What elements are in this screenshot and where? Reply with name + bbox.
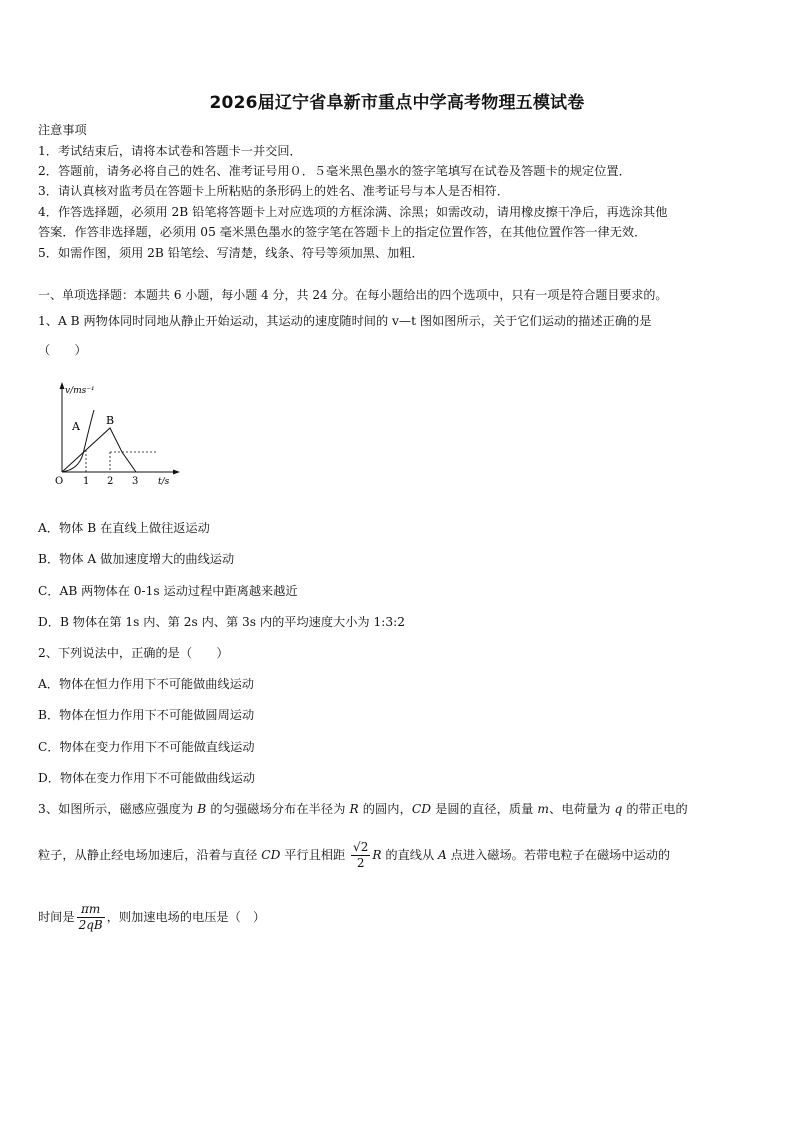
text-run: 的带正电的 — [622, 802, 688, 816]
q1-option-a: A．物体 B 在直线上做往返运动 — [38, 521, 210, 535]
text-run: 粒子，从静止经电场加速后，沿着与直径 — [38, 848, 262, 862]
fraction-numerator: √2 — [353, 840, 369, 854]
text-run: 时间是 — [38, 910, 75, 924]
symbol-r: R — [349, 802, 359, 816]
text-run: ，则加速电场的电压是（ ） — [106, 910, 266, 924]
fraction-sqrt2-over-2 — [351, 840, 370, 871]
symbol-cd: CD — [261, 848, 281, 862]
symbol-r: R — [372, 848, 382, 862]
x-axis-label: t/s — [158, 477, 170, 487]
notice-heading: 注意事项 — [38, 123, 87, 137]
notice-item: 4．作答选择题，必须用 2B 铅笔将答题卡上对应选项的方框涂满、涂黑；如需改动，请用橡皮擦干净后，再选涂其他 — [38, 205, 668, 219]
question-2-stem: 2、下列说法中，正确的是（ ） — [38, 646, 229, 660]
question-1-stem: 1、A B 两物体同时同地从静止开始运动，其运动的速度随时间的 v—t 图如图所示，关于它们运动的描述正确的是 — [38, 314, 652, 328]
tick-label: 1 — [83, 476, 90, 487]
notice-item: 2．答题前，请务必将自己的姓名、准考证号用０．５毫米黑色墨水的签字笔填写在试卷及答题卡的规定位置． — [38, 164, 631, 178]
line-b-label: B — [106, 414, 115, 427]
q2-option-b: B．物体在恒力作用下不可能做圆周运动 — [38, 708, 255, 722]
line-b — [62, 428, 136, 472]
text-run: 3、如图所示，磁感应强度为 — [38, 802, 198, 816]
notice-item: 3．请认真核对监考员在答题卡上所粘贴的条形码上的姓名、准考证号与本人是否相符． — [38, 184, 509, 198]
text-run: 的匀强磁场分布在半径为 — [206, 802, 350, 816]
symbol-m: m — [537, 802, 550, 816]
q1-option-d: D．B 物体在第 1s 内、第 2s 内、第 3s 内的平均速度大小为 1:3:2 — [38, 615, 405, 629]
page-title: 2026届辽宁省阜新市重点中学高考物理五模试卷 — [209, 93, 585, 113]
question-3-line-2 — [38, 834, 670, 876]
notice-item: 5．如需作图，须用 2B 铅笔绘、写清楚，线条、符号等须加黑、加粗． — [38, 246, 424, 260]
section-heading: 一、单项选择题：本题共 6 小题，每小题 4 分，共 24 分。在每小题给出的四个选项中，只有一项是符合题目要求的。 — [38, 288, 668, 302]
symbol-cd: CD — [411, 802, 432, 816]
tick-label: 3 — [132, 476, 139, 487]
origin-label: O — [55, 476, 64, 487]
symbol-a: A — [438, 848, 447, 862]
y-axis-label: v/ms⁻¹ — [65, 386, 95, 396]
question-3-line-1 — [38, 801, 688, 817]
text-run: 的圆内， — [358, 802, 412, 816]
tick-label: 2 — [107, 476, 114, 487]
fraction-time — [77, 902, 105, 933]
question-1-paren: （ ） — [38, 343, 87, 357]
text-run: 的直线从 — [381, 848, 439, 862]
q1-option-c: C．AB 两物体在 0-1s 运动过程中距离越来越近 — [38, 584, 298, 598]
question-3-line-3 — [38, 896, 265, 938]
fraction-denominator: 2qB — [78, 918, 103, 932]
notice-item: 答案．作答非选择题，必须用 05 毫米黑色墨水的签字笔在答题卡上的指定位置作答，在其他位置作答一律无效． — [38, 225, 647, 239]
text-run: 是圆的直径，质量 — [431, 802, 538, 816]
symbol-b: B — [197, 802, 207, 816]
q2-option-d: D．物体在变力作用下不可能做曲线运动 — [38, 771, 255, 785]
vt-graph — [50, 378, 180, 490]
text-run: 平行且相距 — [280, 848, 350, 862]
text-run: 、电荷量为 — [549, 802, 615, 816]
notice-item: 1．考试结束后，请将本试卷和答题卡一并交回． — [38, 144, 302, 158]
x-axis-arrow — [173, 470, 180, 475]
y-axis-arrow — [60, 382, 65, 389]
curve-a-label: A — [72, 420, 80, 433]
fraction-denominator: 2 — [356, 856, 365, 870]
text-run: 点进入磁场。若带电粒子在磁场中运动的 — [446, 848, 671, 862]
q2-option-a: A．物体在恒力作用下不可能做曲线运动 — [38, 677, 254, 691]
q2-option-c: C．物体在变力作用下不可能做直线运动 — [38, 740, 255, 754]
fraction-numerator: πm — [77, 902, 105, 918]
symbol-q: q — [614, 802, 623, 816]
q1-option-b: B．物体 A 做加速度增大的曲线运动 — [38, 552, 235, 566]
